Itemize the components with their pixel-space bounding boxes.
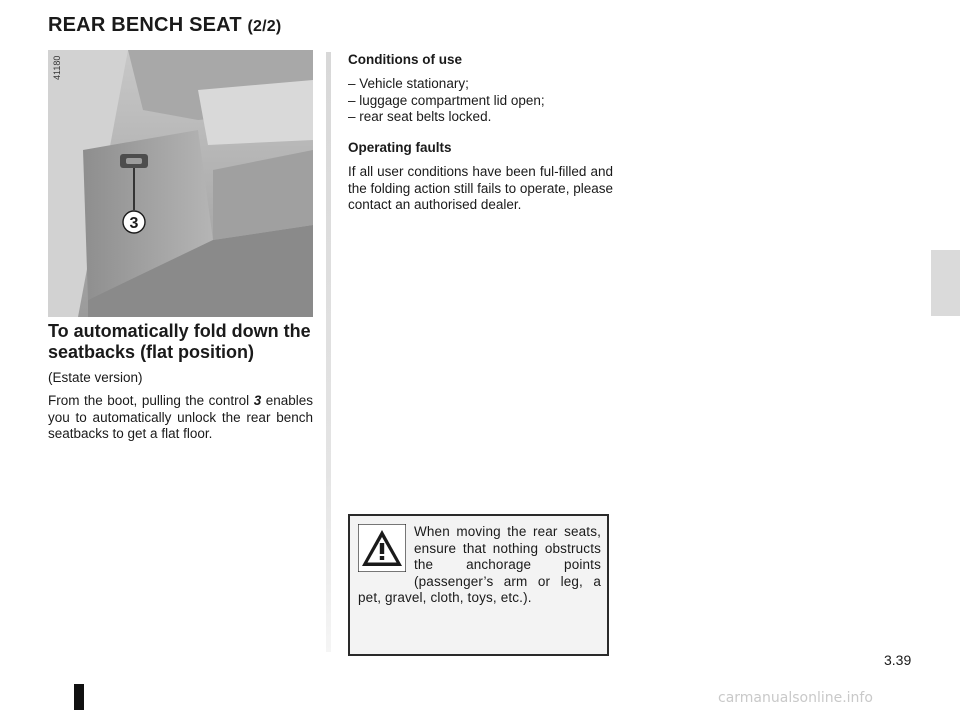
faults-text: If all user conditions have been ful-filled and the folding action still fails to operate, please contact an authorised dealer.: [348, 164, 613, 212]
warning-text: When moving the rear seats, ensure that nothing obstructs the anchorage points (passenger’s arm or leg, a pet, gravel, cloth, toys, etc.).: [358, 524, 601, 605]
condition-item: – luggage compartment lid open;: [348, 92, 545, 108]
fold-instructions-end: enables you to automatically unlock the rear bench seatbacks to get a flat floor.: [48, 393, 314, 441]
page-title-suffix: (2/2): [247, 18, 282, 35]
condition-item: – rear seat belts locked.: [348, 109, 492, 124]
version-note: (Estate version): [48, 370, 143, 385]
corner-crop-mark: [74, 684, 84, 710]
column-divider: [326, 52, 331, 652]
conditions-heading: Conditions of use: [348, 52, 462, 67]
watermark: carmanualsonline.info: [718, 690, 873, 706]
page-title: [48, 14, 281, 37]
control-reference: 3: [253, 393, 262, 408]
fold-instructions: [48, 393, 313, 443]
warning-text-block: [358, 524, 601, 607]
fold-instructions-start: From the boot, pulling the control: [48, 393, 254, 408]
callout-label: 3: [129, 215, 139, 232]
section-thumb-tab: [931, 250, 960, 316]
boot-photo: [48, 50, 313, 317]
condition-item: – Vehicle stationary;: [348, 76, 469, 91]
figure-code: 41180: [52, 55, 62, 80]
faults-heading: Operating faults: [348, 140, 452, 155]
warning-box: [348, 514, 609, 656]
section-heading: To automatically fold down the seatbacks (flat position): [48, 321, 311, 362]
boot-illustration: [48, 50, 313, 317]
page-number: 3.39: [884, 652, 912, 668]
page-title-text: REAR BENCH SEAT: [48, 14, 242, 36]
